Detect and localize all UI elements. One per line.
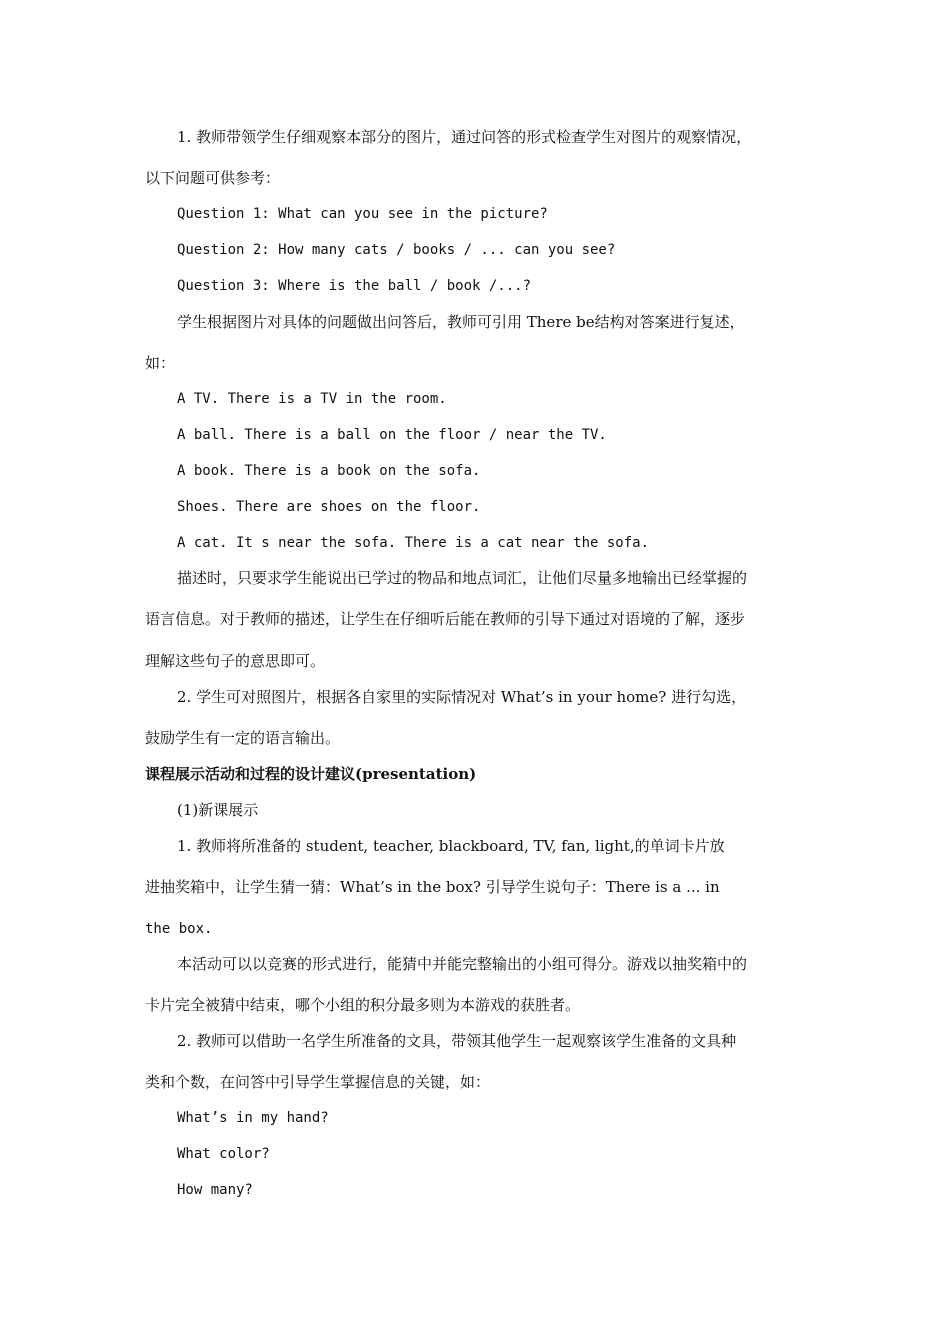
paragraph-line: 描述时，只要求学生能说出已学过的物品和地点词汇，让他们尽量多地输出已经掌握的 xyxy=(177,569,748,587)
section-heading: 课程展示活动和过程的设计建议(presentation) xyxy=(145,765,477,783)
example-line: A cat. It s near the sofa. There is a cat near the sofa. xyxy=(177,535,650,551)
example-line: A book. There is a book on the sofa. xyxy=(177,463,481,479)
example-line: Shoes. There are shoes on the floor. xyxy=(177,499,481,515)
paragraph-line: 学生根据图片对具体的问题做出问答后，教师可引用 There be结构对答案进行复述， xyxy=(177,313,745,331)
example-line: What’s in my hand? xyxy=(177,1110,329,1126)
paragraph-line: 本活动可以以竞赛的形式进行，能猜中并能完整输出的小组可得分。游戏以抽奖箱中的 xyxy=(177,955,748,973)
paragraph-line: 鼓励学生有一定的语言输出。 xyxy=(145,729,341,747)
paragraph-line: 如： xyxy=(145,354,176,372)
paragraph-line: 1. 教师带领学生仔细观察本部分的图片，通过问答的形式检查学生对图片的观察情况， xyxy=(177,128,752,146)
question-line: Question 1: What can you see in the picture? xyxy=(177,206,548,222)
example-line: How many? xyxy=(177,1182,253,1198)
subsection-heading: (1)新课展示 xyxy=(177,801,259,819)
paragraph-line: 卡片完全被猜中结束，哪个小组的积分最多则为本游戏的获胜者。 xyxy=(145,996,581,1014)
paragraph-line: 以下问题可供参考： xyxy=(145,169,281,187)
paragraph-line: 类和个数，在问答中引导学生掌握信息的关键，如： xyxy=(145,1073,491,1091)
paragraph-line: 2. 教师可以借助一名学生所准备的文具，带领其他学生一起观察该学生准备的文具种 xyxy=(177,1032,737,1050)
paragraph-line: 1. 教师将所准备的 student, teacher, blackboard, TV, fan, light,的单词卡片放 xyxy=(177,837,725,855)
paragraph-line: 进抽奖箱中，让学生猜一猜：What’s in the box? 引导学生说句子：There is a ... in xyxy=(145,878,720,896)
paragraph-line: 语言信息。对于教师的描述，让学生在仔细听后能在教师的引导下通过对语境的了解，逐步 xyxy=(145,610,746,628)
question-line: Question 2: How many cats / books / ... can you see? xyxy=(177,242,616,258)
example-line: What color? xyxy=(177,1146,270,1162)
paragraph-line: the box. xyxy=(145,921,213,937)
question-line: Question 3: Where is the ball / book /...? xyxy=(177,278,532,294)
paragraph-line: 理解这些句子的意思即可。 xyxy=(145,652,326,670)
paragraph-line: 2. 学生可对照图片，根据各自家里的实际情况对 What’s in your home? 进行勾选， xyxy=(177,688,747,706)
example-line: A TV. There is a TV in the room. xyxy=(177,391,447,407)
example-line: A ball. There is a ball on the floor / near the TV. xyxy=(177,427,607,443)
